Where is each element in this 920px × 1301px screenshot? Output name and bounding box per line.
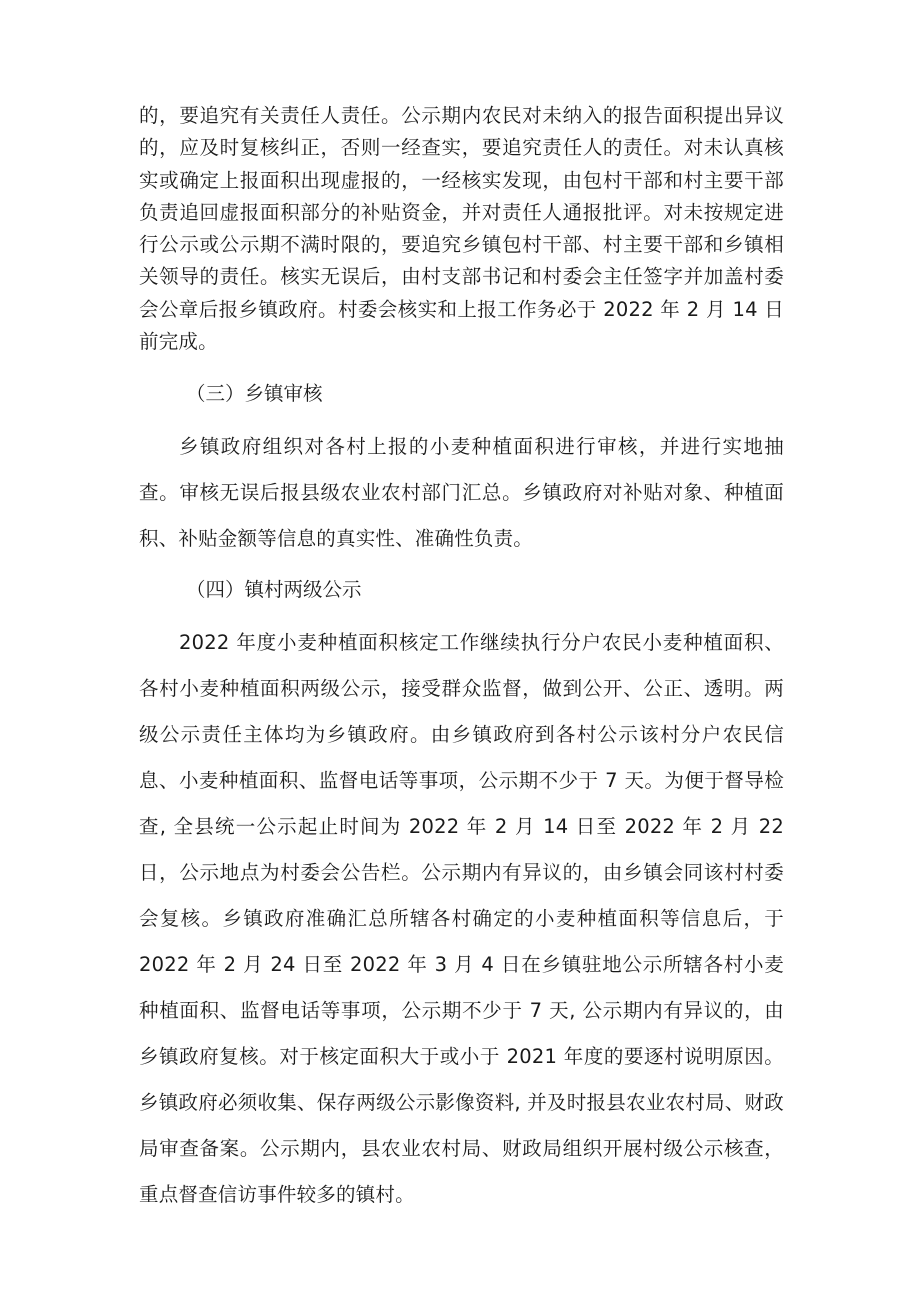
- section-heading-4: （四）镇村两级公示: [186, 578, 362, 602]
- paragraph-continuation: 的，要追究有关责任人责任。公示期内农民对未纳入的报告面积提出异议的，应及时复核纠正，否则一经查实，要追究责任人的责任。对未认真核实或确定上报面积出现虚报的，一经核实发现，由包村干部和村主要干部负责追回虚报面积部分的补贴资金，并对责任人通报批评。对未按规定进行公示或公示期不满时限的，要追究乡镇包村干部、村主要干部和乡镇相关领导的责任。核实无误后，由村支部书记和村委会主任签字并加盖村委会公章后报乡镇政府。村委会核实和上报工作务必于 2022 年 2 月 14 日前完成。: [139, 104, 784, 354]
- spacer: [139, 562, 784, 574]
- spacer: [139, 606, 784, 620]
- spacer: [139, 410, 784, 424]
- document-page: [139, 100, 784, 1218]
- section-heading-3: （三）乡镇审核: [186, 382, 323, 406]
- spacer: [139, 358, 784, 378]
- section-body-3: 乡镇政府组织对各村上报的小麦种植面积进行审核，并进行实地抽查。审核无误后报县级农业农村部门汇总。乡镇政府对补贴对象、种植面积、补贴金额等信息的真实性、准确性负责。: [139, 435, 784, 551]
- section-body-4: 2022 年度小麦种植面积核定工作继续执行分户农民小麦种植面积、各村小麦种植面积两级公示，接受群众监督，做到公开、公正、透明。两级公示责任主体均为乡镇政府。由乡镇政府到各村公示该村分户农民信息、小麦种植面积、监督电话等事项，公示期不少于 7 天。为便于督导检查, 全县统一公示起止时间为 2022 年 2 月 14 日至 2022 年 2 月 22 日，公示地点为村委会公告栏。公示期内有异议的，由乡镇会同该村村委会复核。乡镇政府准确汇总所辖各村确定的小麦种植面积等信息后，于 2022 年 2 月 24 日至 2022 年 3 月 4 日在乡镇驻地公示所辖各村小麦种植面积、监督电话等事项，公示期不少于 7 天, 公示期内有异议的，由乡镇政府复核。对于核定面积大于或小于 2021 年度的要逐村说明原因。乡镇政府必须收集、保存两级公示影像资料, 并及时报县农业农村局、财政局审查备案。公示期内，县农业农村局、财政局组织开展村级公示核查，重点督查信访事件较多的镇村。: [139, 631, 784, 1207]
